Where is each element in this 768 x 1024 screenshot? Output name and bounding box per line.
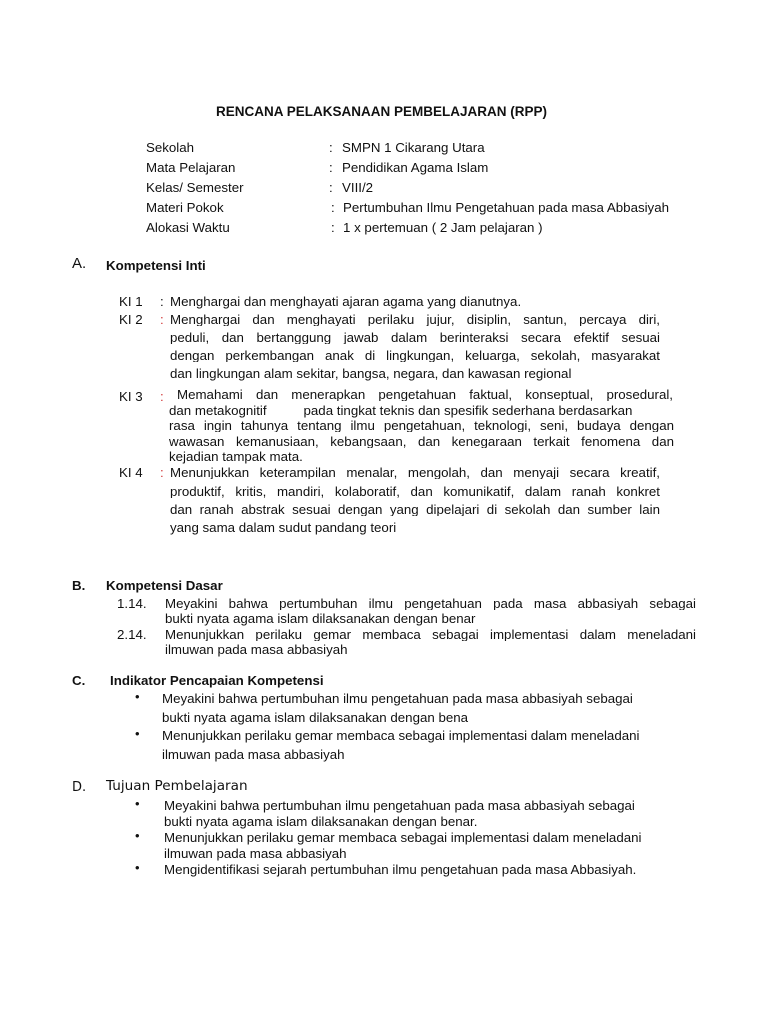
objective-line: bukti nyata agama islam dilaksanakan dengan benar. xyxy=(164,814,478,829)
ki-code: KI 3 xyxy=(119,389,143,404)
ki-line: dengan perkembangan anak di lingkungan, keluarga, sekolah, masyarakat xyxy=(170,349,660,363)
ki-line: Menghargai dan menghayati perilaku jujur, disiplin, santun, percaya diri, xyxy=(170,313,660,327)
identity-value: SMPN 1 Cikarang Utara xyxy=(342,140,485,155)
ki-line: peduli, dan bertanggung jawab dalam berinteraksi secara efektif sesuai xyxy=(170,331,660,345)
identity-value: Pendidikan Agama Islam xyxy=(342,160,489,175)
ki-line: dan metakognitif pada tingkat teknis dan spesifik sederhana berdasarkan xyxy=(169,403,633,418)
objective-line: ilmuwan pada masa abbasiyah xyxy=(164,846,347,861)
ki-code: KI 1 xyxy=(119,294,143,309)
kd-number: 1.14. xyxy=(117,596,147,611)
section-heading: Indikator Pencapaian Kompetensi xyxy=(110,673,324,688)
objective-line: Mengidentifikasi sejarah pertumbuhan ilmu pengetahuan pada masa Abbasiyah. xyxy=(164,862,637,877)
objective-line: Menunjukkan perilaku gemar membaca sebagai implementasi dalam meneladani xyxy=(164,830,642,845)
ki-code: KI 2 xyxy=(119,312,143,327)
ki-line: yang sama dalam sudut pandang teori xyxy=(170,520,397,535)
ki-line: wawasan kemanusiaan, kebangsaan, dan kenegaraan terkait fenomena dan xyxy=(169,435,674,449)
identity-value: 1 x pertemuan ( 2 Jam pelajaran ) xyxy=(343,220,543,235)
kd-number: 2.14. xyxy=(117,627,147,642)
ki-line: produktif, kritis, mandiri, kolaboratif, dan komunikatif, dalam ranah konkret xyxy=(170,485,660,499)
kd-line: Meyakini bahwa pertumbuhan ilmu pengetahuan pada masa abbasiyah sebagai xyxy=(165,597,696,611)
bullet-icon: • xyxy=(135,860,140,875)
section-letter: D. xyxy=(72,780,87,795)
identity-label: Kelas/ Semester xyxy=(146,180,244,195)
ki-line: Menghargai dan menghayati ajaran agama yang dianutnya. xyxy=(170,294,522,309)
ki-line: Memahami dan menerapkan pengetahuan faktual, konseptual, prosedural, xyxy=(177,388,673,402)
identity-value: Pertumbuhan Ilmu Pengetahuan pada masa Abbasiyah xyxy=(343,200,670,215)
kd-line: Menunjukkan perilaku gemar membaca sebagai implementasi dalam meneladani xyxy=(165,628,696,642)
kd-line: bukti nyata agama islam dilaksanakan dengan benar xyxy=(165,611,476,626)
bullet-icon: • xyxy=(135,726,140,741)
section-letter: C. xyxy=(72,673,86,688)
ki-line: Menunjukkan keterampilan menalar, mengolah, dan menyaji secara kreatif, xyxy=(170,466,660,480)
ki-line: kejadian tampak mata. xyxy=(169,449,303,464)
indicator-line: Menunjukkan perilaku gemar membaca sebagai implementasi dalam meneladani xyxy=(162,728,640,743)
ki-code: KI 4 xyxy=(119,465,143,480)
identity-label: Alokasi Waktu xyxy=(146,220,230,235)
kd-line: ilmuwan pada masa abbasiyah xyxy=(165,642,348,657)
section-heading: Tujuan Pembelajaran xyxy=(106,778,248,794)
bullet-icon: • xyxy=(135,828,140,843)
identity-value: VIII/2 xyxy=(342,180,374,195)
identity-label: Mata Pelajaran xyxy=(146,160,236,175)
identity-separator: : xyxy=(331,200,335,215)
ki-line: dan ranah abstrak sesuai dengan yang dipelajari di sekolah dan sumber lain xyxy=(170,503,660,517)
identity-separator: : xyxy=(329,180,333,195)
section-heading: Kompetensi Inti xyxy=(106,258,206,273)
bullet-icon: • xyxy=(135,689,140,704)
identity-separator: : xyxy=(331,220,335,235)
indicator-line: Meyakini bahwa pertumbuhan ilmu pengetahuan pada masa abbasiyah sebagai xyxy=(162,691,633,706)
indicator-line: bukti nyata agama islam dilaksanakan dengan bena xyxy=(162,710,469,725)
ki-line: rasa ingin tahunya tentang ilmu pengetahuan, teknologi, seni, budaya dengan xyxy=(169,419,674,433)
ki-separator: : xyxy=(160,312,164,327)
identity-label: Materi Pokok xyxy=(146,200,224,215)
section-heading: Kompetensi Dasar xyxy=(106,578,223,593)
objective-line: Meyakini bahwa pertumbuhan ilmu pengetahuan pada masa abbasiyah sebagai xyxy=(164,798,635,813)
indicator-line: ilmuwan pada masa abbasiyah xyxy=(162,747,345,762)
section-letter: B. xyxy=(72,578,86,593)
section-letter: A. xyxy=(72,255,87,272)
identity-label: Sekolah xyxy=(146,140,195,155)
identity-separator: : xyxy=(329,140,333,155)
ki-separator: : xyxy=(160,465,164,480)
ki-separator: : xyxy=(160,294,164,309)
bullet-icon: • xyxy=(135,796,140,811)
document-title: RENCANA PELAKSANAAN PEMBELAJARAN (RPP) xyxy=(216,104,548,119)
identity-separator: : xyxy=(329,160,333,175)
ki-line: dan lingkungan alam sekitar, bangsa, negara, dan kawasan regional xyxy=(170,366,572,381)
ki-separator: : xyxy=(160,389,164,404)
